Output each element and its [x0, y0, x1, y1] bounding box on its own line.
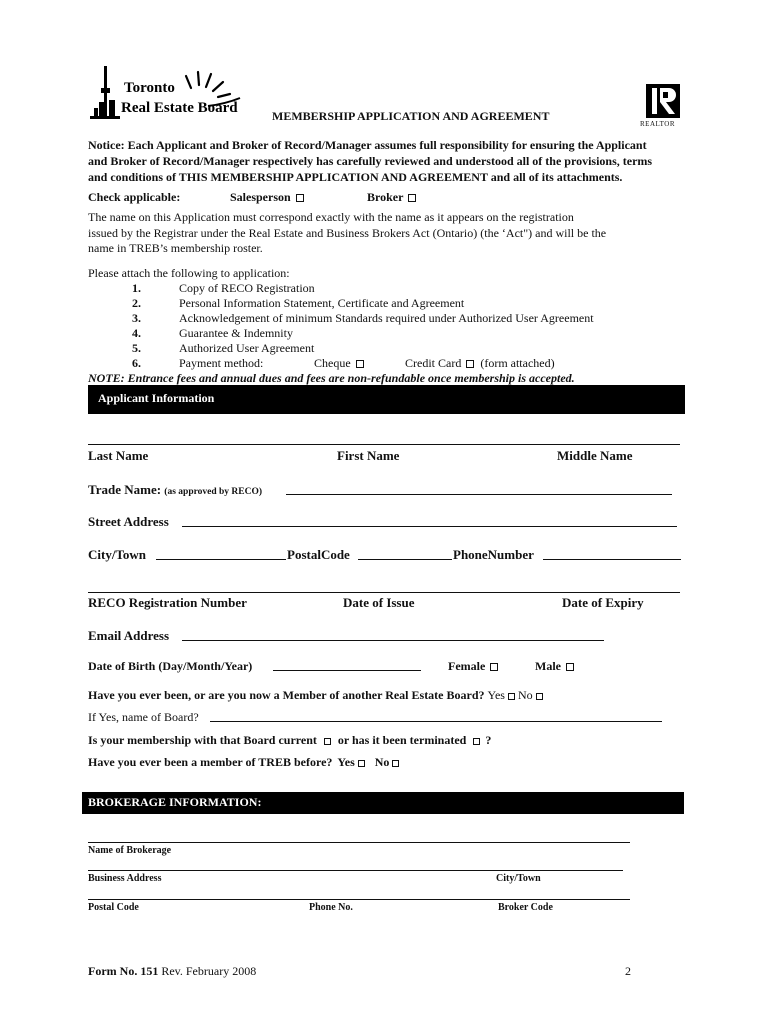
reco-line[interactable] [88, 592, 680, 593]
form-title: MEMBERSHIP APPLICATION AND AGREEMENT [272, 109, 550, 123]
name-note: The name on this Application must correspond exactly with the name as it appears on the registration issued by the Registrar under the Real Estate and Business Brokers Act (Ontario) (the ‘Act") and will be the name in TREB’s membership roster. [88, 210, 607, 255]
cheque-checkbox[interactable] [356, 360, 364, 368]
form-number: Form No. 151 Rev. February 2008 [88, 964, 257, 978]
street-address-field[interactable] [182, 526, 677, 527]
check-applicable-label: Check applicable: [88, 190, 181, 204]
other-board-no-checkbox[interactable] [536, 693, 543, 700]
phone-field[interactable] [543, 559, 681, 560]
treb-no-checkbox[interactable] [392, 760, 399, 767]
broker-code-label: Broker Code [498, 902, 553, 913]
other-board-yes-checkbox[interactable] [508, 693, 515, 700]
svg-text:Toronto: Toronto [124, 80, 175, 96]
first-name-label: First Name [337, 448, 400, 463]
board-name-label: If Yes, name of Board? [88, 710, 199, 724]
dob-field[interactable] [273, 670, 421, 671]
email-field[interactable] [182, 640, 604, 641]
list-item: 2. Personal Information Statement, Certificate and Agreement [132, 296, 465, 310]
female-checkbox[interactable] [490, 663, 498, 671]
list-item: 6. Payment method: [132, 356, 264, 370]
salesperson-option[interactable]: Salesperson [230, 190, 304, 205]
realtor-logo [646, 84, 680, 118]
street-address-label: Street Address [88, 514, 169, 529]
treb-member-question: Have you ever been a member of TREB before? Yes No [88, 755, 402, 770]
city-label: City/Town [88, 547, 147, 562]
male-option[interactable]: Male [535, 659, 574, 674]
membership-current-checkbox[interactable] [324, 738, 331, 745]
last-name-label: Last Name [88, 448, 149, 463]
salesperson-checkbox[interactable] [296, 194, 304, 202]
list-item: 4. Guarantee & Indemnity [132, 326, 293, 340]
applicant-section-header: Applicant Information [88, 385, 685, 414]
name-line[interactable] [88, 444, 680, 445]
trade-name-label: Trade Name: (as approved by RECO) [88, 482, 263, 497]
postal-phone-code-field[interactable] [88, 899, 630, 900]
phone-label: PhoneNumber [453, 547, 534, 562]
reco-number-label: RECO Registration Number [88, 595, 247, 610]
female-option[interactable]: Female [448, 659, 498, 674]
date-of-issue-label: Date of Issue [343, 595, 415, 610]
business-address-field[interactable] [88, 870, 623, 871]
postal-code-label: PostalCode [287, 547, 350, 562]
cheque-option[interactable]: Cheque [314, 356, 364, 371]
notice: Notice: Each Applicant and Broker of Record/Manager assumes full responsibility for ensuring the Applicant and Broker of Record/Manager respectively has carefully reviewed and understood all of the provisions, terms and conditions of THIS MEMBERSHIP APPLICATION AND AGREEMENT and all of its attachments. [88, 138, 653, 184]
brokerage-postal-label: Postal Code [88, 902, 139, 913]
list-item: 3. Acknowledgement of minimum Standards required under Authorized User Agreement [132, 311, 594, 325]
email-label: Email Address [88, 628, 170, 643]
svg-text:Real Estate Board: Real Estate Board [121, 100, 238, 116]
refund-note: NOTE: Entrance fees and annual dues and fees are non-refundable once membership is accepted. [88, 371, 575, 385]
brokerage-name-field[interactable] [88, 842, 630, 843]
dob-label: Date of Birth (Day/Month/Year) [88, 659, 253, 673]
business-address-label: Business Address [88, 873, 162, 884]
city-field[interactable] [156, 559, 286, 560]
middle-name-label: Middle Name [557, 448, 633, 463]
postal-code-field[interactable] [358, 559, 452, 560]
treb-logo [90, 62, 250, 126]
date-of-expiry-label: Date of Expiry [562, 595, 644, 610]
membership-terminated-checkbox[interactable] [473, 738, 480, 745]
brokerage-name-label: Name of Brokerage [88, 845, 172, 856]
male-checkbox[interactable] [566, 663, 574, 671]
credit-card-option[interactable]: Credit Card (form attached) [405, 356, 555, 370]
brokerage-phone-label: Phone No. [309, 902, 353, 913]
other-board-question: Have you ever been, or are you now a Member of another Real Estate Board? Yes No [88, 688, 546, 703]
credit-card-checkbox[interactable] [466, 360, 474, 368]
trade-name-field[interactable] [286, 494, 672, 495]
board-name-field[interactable] [210, 721, 662, 722]
list-item: 1. Copy of RECO Registration [132, 281, 315, 295]
broker-option[interactable]: Broker [367, 190, 416, 205]
treb-yes-checkbox[interactable] [358, 760, 365, 767]
brokerage-section-header: BROKERAGE INFORMATION: [82, 792, 684, 814]
realtor-label: REALTOR [640, 120, 676, 128]
attach-intro: Please attach the following to application: [88, 266, 290, 280]
brokerage-city-label: City/Town [496, 873, 541, 884]
membership-status-question: Is your membership with that Board current or has it been terminated ? [88, 733, 492, 747]
broker-checkbox[interactable] [408, 194, 416, 202]
list-item: 5. Authorized User Agreement [132, 341, 315, 355]
page-number: 2 [625, 964, 631, 978]
